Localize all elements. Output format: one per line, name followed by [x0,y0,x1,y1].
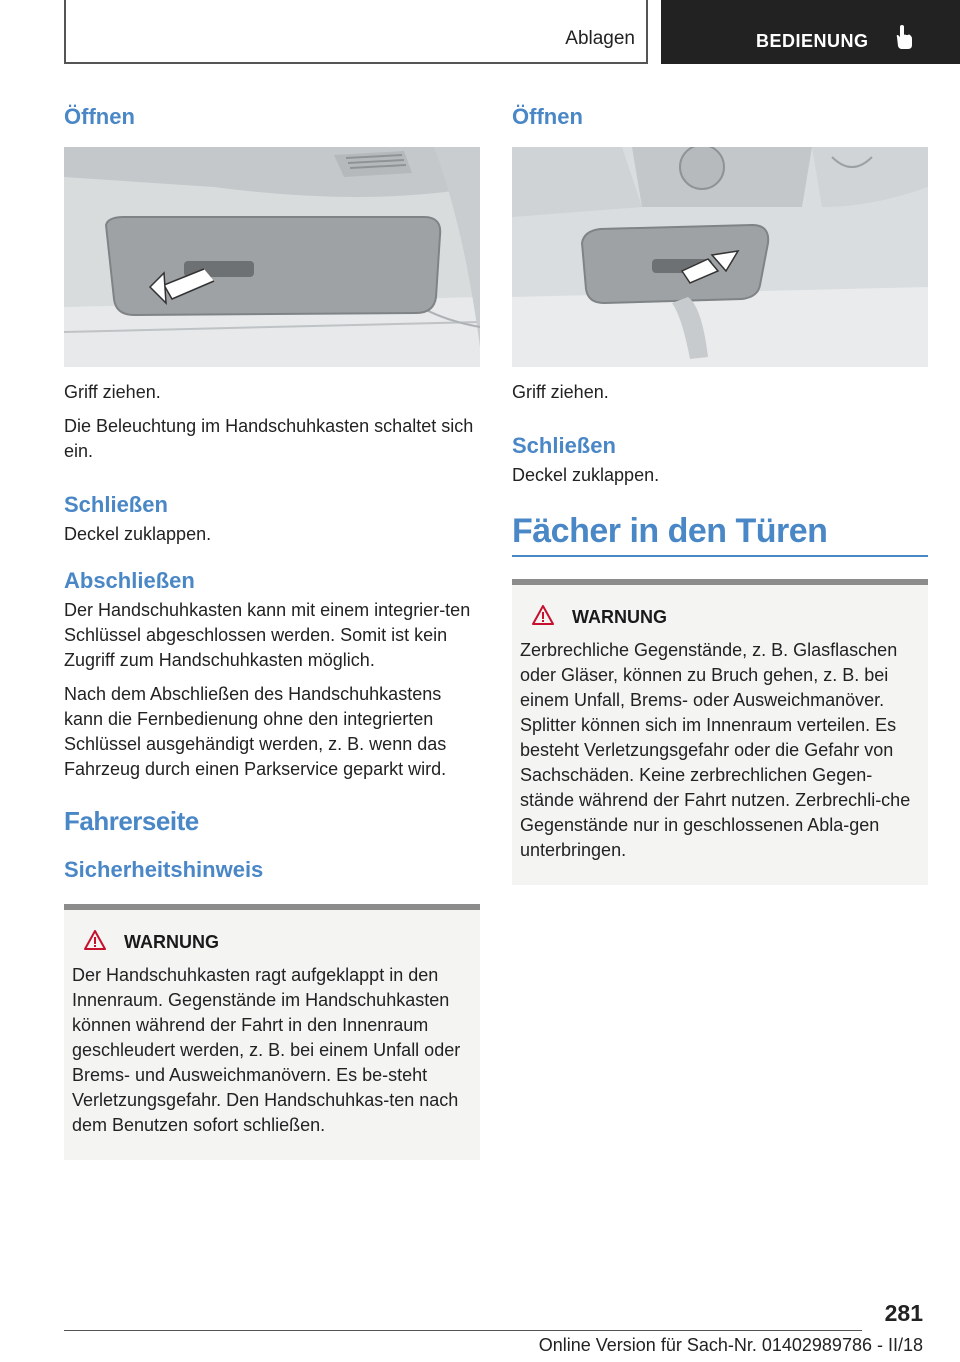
lock-text-2: Nach dem Abschließen des Handschuhkastens kann die Fernbedienung ohne den integrierten Schlüssel ausgehändigt werden, z. B. wenn das Fahrzeug durch einen Parkservice geparkt wird. [64,684,447,779]
open-step: Griff ziehen. [64,382,161,402]
driver-compartment-photo [512,147,928,367]
heading-close: Schließen [512,433,616,458]
section-title-doors: Fächer in den Türen [512,512,828,550]
warning-box [64,904,480,1160]
heading-open: Öffnen [512,104,583,129]
left-column [64,100,480,1160]
warning-triangle-icon [532,605,554,630]
warning-label: WARNUNG [572,607,667,627]
glovebox-photo [64,147,480,367]
right-column [512,100,928,885]
edition-info: Online Version für Sach-Nr. 01402989786 - II/18 [538,1335,923,1355]
chapter-title: BEDIENUNG [756,31,869,51]
page-number: 281 [884,1300,923,1326]
warning-header [72,930,472,955]
heading-safety: Sicherheitshinweis [64,857,264,882]
heading-driver-side: Fahrerseite [64,806,199,836]
pointing-hand-icon [894,25,914,56]
close-text: Deckel zuklappen. [64,524,212,544]
section-title: Ablagen [565,28,635,49]
warning-header [520,605,920,630]
open-step: Griff ziehen. [512,382,609,402]
section-tab [64,0,648,64]
heading-open: Öffnen [64,104,135,129]
heading-lock: Abschließen [64,568,195,593]
section-title-block [512,512,928,557]
lock-text-1: Der Handschuhkasten kann mit einem integrier-ten Schlüssel abgeschlossen werden. Somit ist kein Zugriff zum Handschuhkasten möglich. [64,600,471,670]
warning-text: Der Handschuhkasten ragt aufgeklappt in den Innenraum. Gegenstände im Handschuhkasten können während der Fahrt in den Innenraum geschleudert werden, z. B. bei einem Unfall oder Brems- und Ausweichmanövern. Es be-steht Verletzungsgefahr. Den Handschuhkas-ten nach dem Benutzen sofort schließen. [72,965,461,1135]
chapter-tab [661,0,960,64]
warning-box [512,579,928,885]
warning-triangle-icon [84,930,106,955]
open-note: Die Beleuchtung im Handschuhkasten schaltet sich ein. [64,416,474,461]
heading-close: Schließen [64,492,168,517]
close-text: Deckel zuklappen. [512,465,660,485]
warning-text: Zerbrechliche Gegenstände, z. B. Glasflaschen oder Gläser, können zu Bruch gehen, z. B. bei einem Unfall, Brems- oder Ausweichmanöver. Splitter können sich im Innenraum verteilen. Es besteht Verletzungsgefahr oder die Gefahr von Sachschäden. Keine zerbrechlichen Gegen-stände während der Fahrt nutzen. Zerbrechli-che Gegenstände nur in geschlossenen Abla-gen unterbringen. [520,640,911,860]
footer-divider [64,1330,862,1331]
warning-label: WARNUNG [124,932,219,952]
